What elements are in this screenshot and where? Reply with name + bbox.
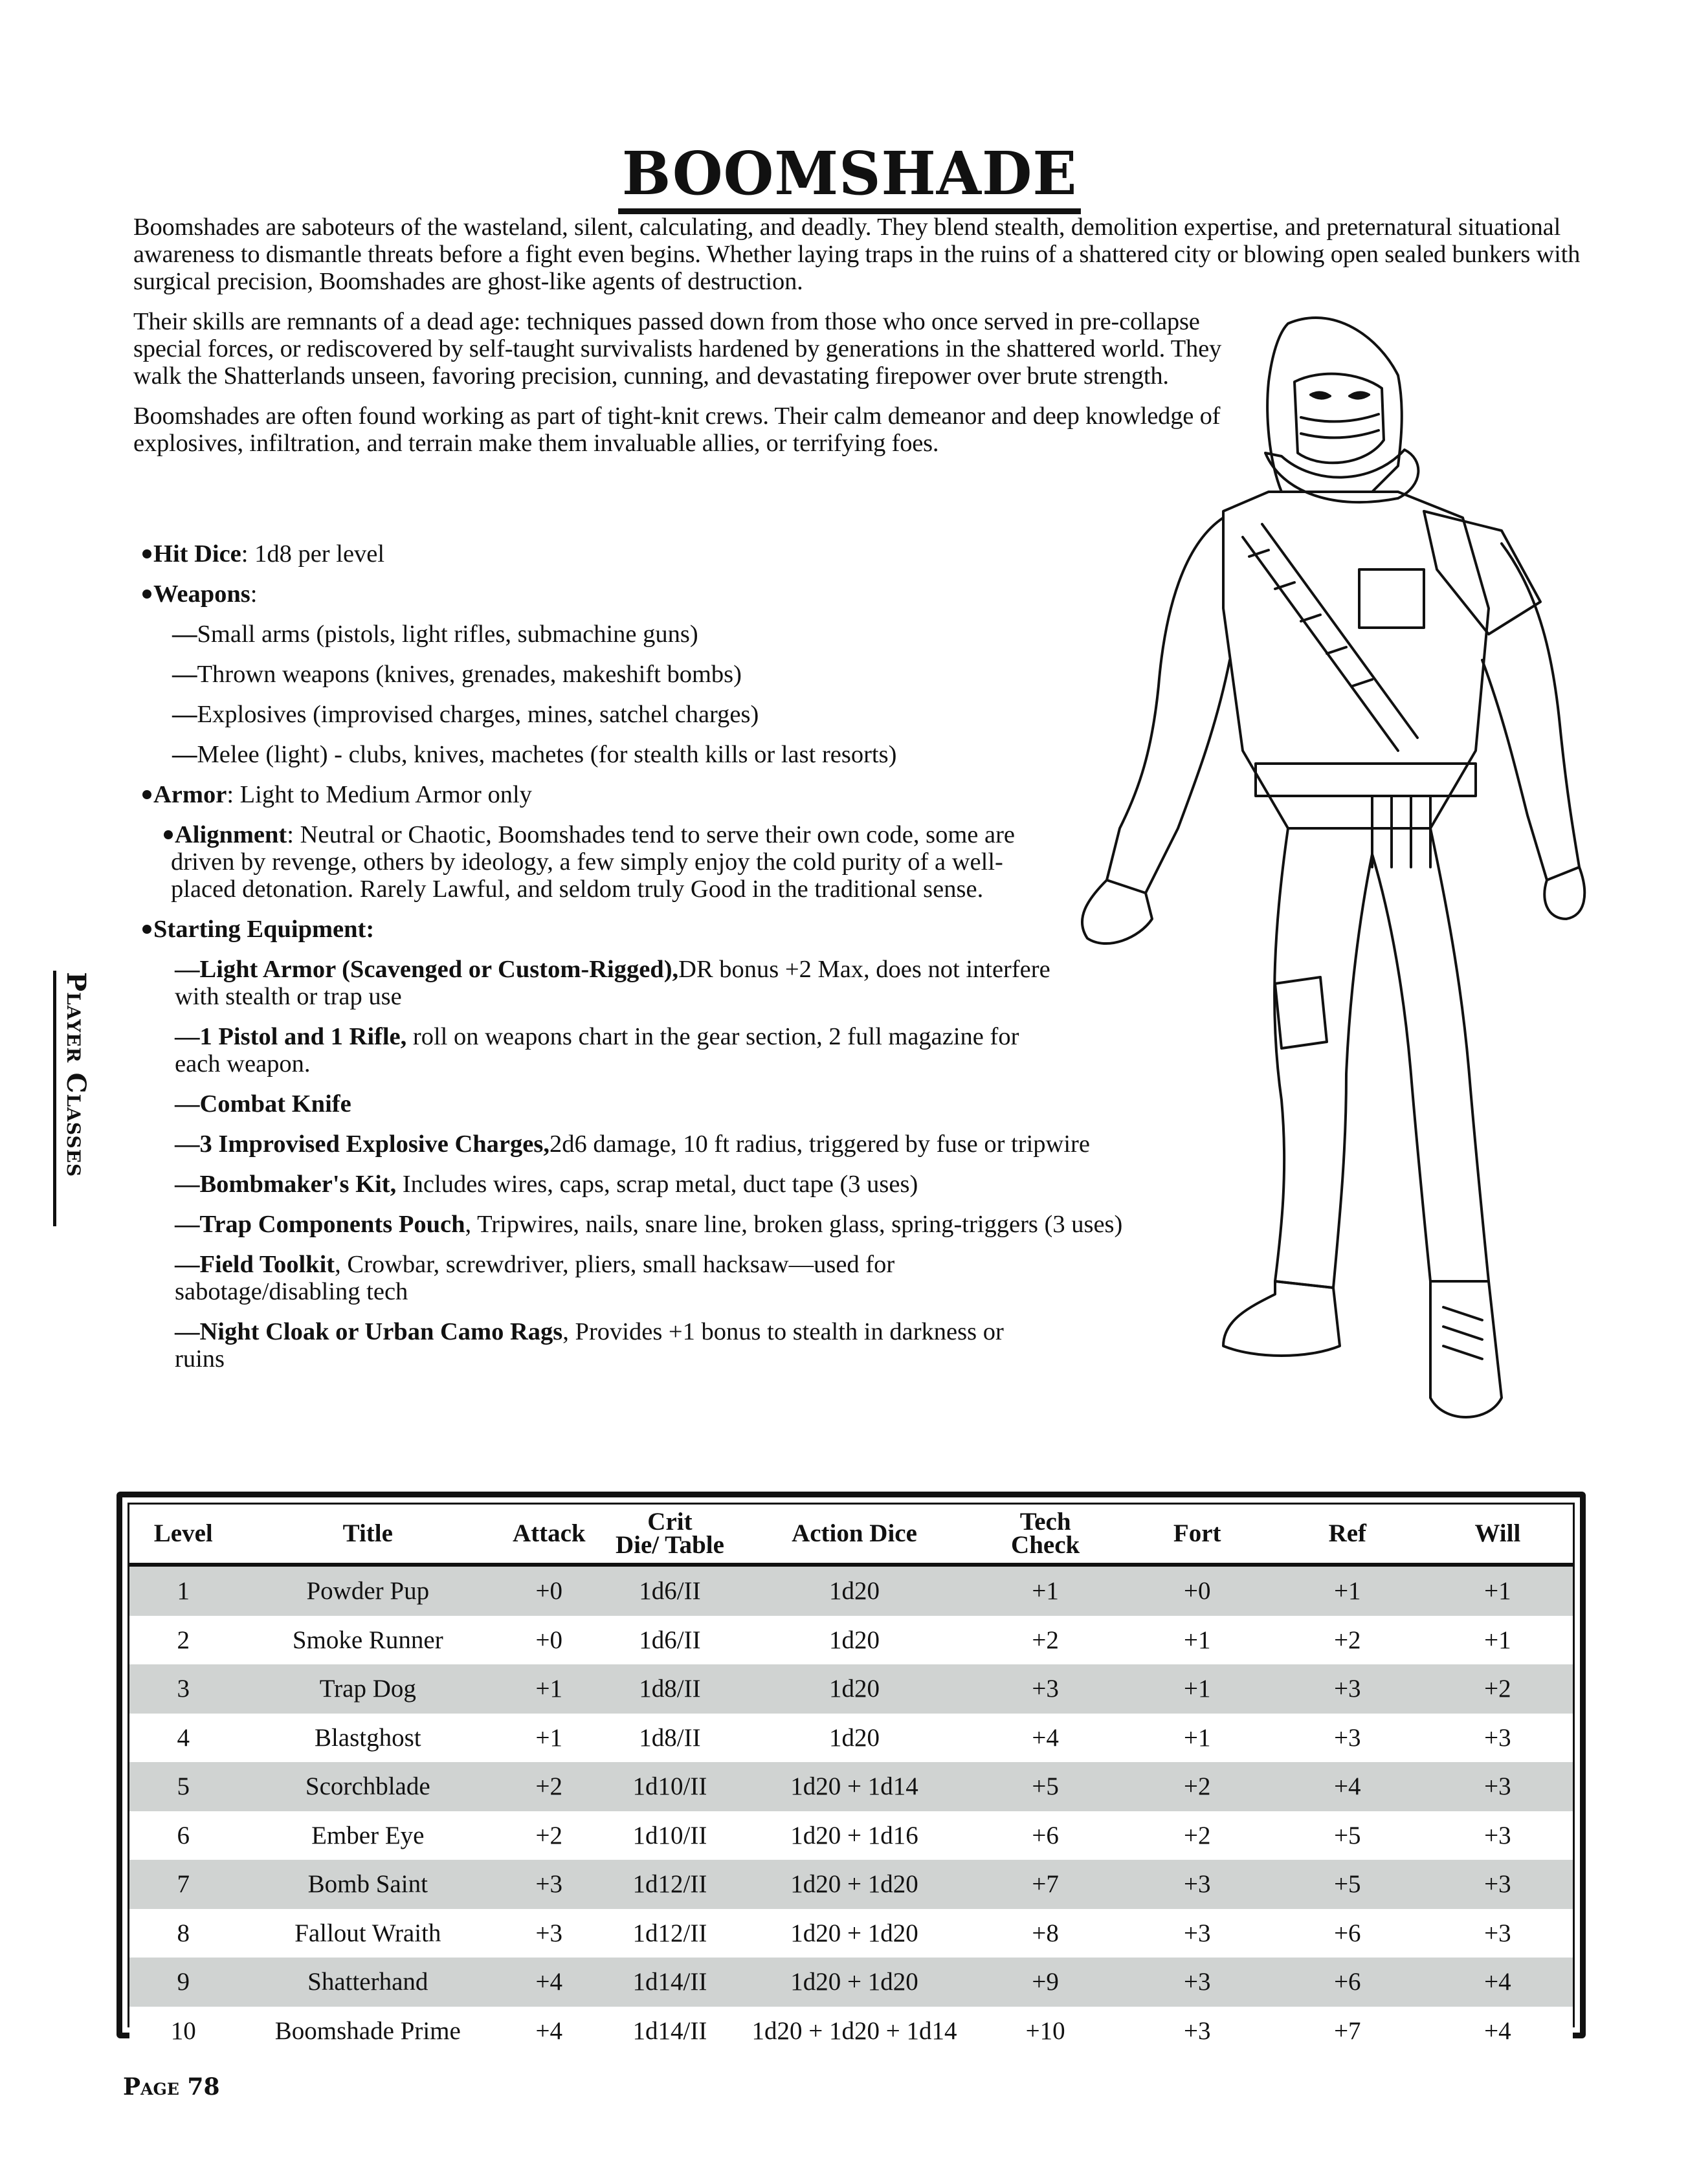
mask-fold bbox=[1301, 414, 1379, 437]
dash-icon: — bbox=[172, 741, 197, 768]
cell-ref: +5 bbox=[1272, 1860, 1423, 1909]
cell-attack: +2 bbox=[498, 1762, 599, 1811]
dash-icon: — bbox=[175, 1318, 200, 1345]
feature-value: : 1d8 per level bbox=[241, 540, 385, 568]
equipment-desc: 2d6 damage, 10 ft radius, triggered by fuse or tripwire bbox=[549, 1131, 1090, 1158]
dash-icon: — bbox=[175, 1023, 200, 1050]
cell-title: Ember Eye bbox=[237, 1811, 498, 1860]
equipment-name: Night Cloak or Urban Camo Rags bbox=[199, 1318, 563, 1345]
equipment-desc: Includes wires, caps, scrap metal, duct tape (3 uses) bbox=[396, 1171, 918, 1198]
right-arm bbox=[1482, 544, 1579, 880]
cell-title: Blastghost bbox=[237, 1714, 498, 1763]
equipment-item bbox=[175, 1211, 1133, 1238]
table-row bbox=[129, 1664, 1573, 1714]
cell-will: +4 bbox=[1423, 2007, 1573, 2056]
eye-left bbox=[1311, 392, 1330, 398]
shoulder-pad bbox=[1424, 511, 1540, 634]
weapon-item-text: Small arms (pistols, light rifles, submachine guns) bbox=[197, 621, 698, 648]
side-tab-rule bbox=[53, 971, 56, 1226]
col-header-attack: Attack bbox=[498, 1505, 599, 1565]
knee-pad bbox=[1275, 977, 1327, 1048]
cell-tech-check: +2 bbox=[969, 1616, 1122, 1665]
feature-armor bbox=[133, 781, 1104, 808]
cell-level: 9 bbox=[129, 1958, 237, 2007]
col-header-tech-check: Tech Check bbox=[969, 1505, 1122, 1565]
right-leg bbox=[1372, 828, 1489, 1281]
cell-title: Bomb Saint bbox=[237, 1860, 498, 1909]
cell-ref: +7 bbox=[1272, 2007, 1423, 2056]
cell-attack: +1 bbox=[498, 1664, 599, 1714]
cell-tech-check: +8 bbox=[969, 1909, 1122, 1958]
dash-icon: — bbox=[175, 1171, 200, 1198]
cell-tech-check: +7 bbox=[969, 1860, 1122, 1909]
page-number: Page 78 bbox=[123, 2073, 220, 2101]
cell-level: 4 bbox=[129, 1714, 237, 1763]
equipment-desc: , Crowbar, screwdriver, pliers, small hacksaw—used for sabotage/disabling tech bbox=[175, 1251, 895, 1305]
equipment-item bbox=[175, 1318, 1036, 1373]
equipment-name: Field Toolkit bbox=[199, 1251, 335, 1278]
feature-label: Starting Equipment: bbox=[153, 916, 375, 943]
weapon-item bbox=[172, 661, 1104, 688]
equipment-desc: DR bonus +2 Max, does not interfere with stealth or trap use bbox=[175, 956, 1050, 1010]
cell-tech-check: +3 bbox=[969, 1664, 1122, 1714]
cell-fort: +0 bbox=[1122, 1565, 1272, 1616]
torso-outline bbox=[1223, 492, 1489, 828]
cell-level: 7 bbox=[129, 1860, 237, 1909]
cell-tech-check: +6 bbox=[969, 1811, 1122, 1860]
cell-tech-check: +9 bbox=[969, 1958, 1122, 2007]
page-title: BOOMSHADE bbox=[618, 141, 1081, 214]
chest-pocket bbox=[1359, 569, 1424, 628]
cell-level: 10 bbox=[129, 2007, 237, 2056]
equipment-name: 3 Improvised Explosive Charges, bbox=[199, 1131, 550, 1158]
weapon-item-text: Explosives (improvised charges, mines, satchel charges) bbox=[197, 701, 759, 728]
feature-starting-equipment bbox=[133, 916, 1104, 943]
charges bbox=[1372, 796, 1430, 867]
cell-fort: +3 bbox=[1122, 1909, 1272, 1958]
cell-tech-check: +10 bbox=[969, 2007, 1122, 2056]
equipment-item bbox=[175, 1251, 1068, 1305]
eye-right bbox=[1349, 392, 1369, 398]
cell-attack: +4 bbox=[498, 1958, 599, 2007]
col-header-title: Title bbox=[237, 1505, 498, 1565]
col-header-level: Level bbox=[129, 1505, 237, 1565]
cell-crit: 1d12/II bbox=[599, 1909, 740, 1958]
section-side-tab bbox=[40, 964, 91, 1230]
cell-attack: +0 bbox=[498, 1565, 599, 1616]
intro-paragraph-2: Their skills are remnants of a dead age: techniques passed down from those who once served in pre-collapse special forces, or rediscovered by self-taught survivalists hardened by generations in the shattered world. They walk the Shatterlands unseen, favoring precision, cunning, and devastating firepower over brute strength. bbox=[133, 308, 1222, 390]
cell-crit: 1d14/II bbox=[599, 2007, 740, 2056]
cell-level: 1 bbox=[129, 1565, 237, 1616]
left-leg bbox=[1274, 828, 1372, 1288]
equipment-item bbox=[175, 1023, 1036, 1077]
feature-value: : bbox=[250, 580, 258, 608]
cell-action-dice: 1d20 + 1d20 bbox=[740, 1860, 968, 1909]
cell-title: Fallout Wraith bbox=[237, 1909, 498, 1958]
cell-will: +4 bbox=[1423, 1958, 1573, 2007]
cell-level: 2 bbox=[129, 1616, 237, 1665]
right-boot bbox=[1430, 1281, 1502, 1417]
scarf-outline bbox=[1265, 450, 1418, 502]
equipment-name: Bombmaker's Kit, bbox=[199, 1171, 397, 1198]
cell-action-dice: 1d20 + 1d20 bbox=[740, 1958, 968, 2007]
cell-ref: +6 bbox=[1272, 1909, 1423, 1958]
progression-table bbox=[129, 1505, 1573, 2055]
side-tab-label: Player Classes bbox=[61, 972, 91, 1178]
dash-icon: — bbox=[172, 621, 197, 648]
bullet-icon bbox=[142, 590, 151, 599]
cell-will: +3 bbox=[1423, 1762, 1573, 1811]
cell-attack: +2 bbox=[498, 1811, 599, 1860]
bullet-icon bbox=[142, 790, 151, 799]
cell-ref: +1 bbox=[1272, 1565, 1423, 1616]
equipment-name: Trap Components Pouch bbox=[199, 1211, 465, 1238]
table-row bbox=[129, 1958, 1573, 2007]
belt bbox=[1256, 764, 1476, 796]
cell-will: +2 bbox=[1423, 1664, 1573, 1714]
page-title-wrap bbox=[0, 138, 1699, 214]
dash-icon: — bbox=[175, 1211, 200, 1238]
bullet-icon bbox=[142, 925, 151, 934]
cell-title: Shatterhand bbox=[237, 1958, 498, 2007]
right-hand bbox=[1544, 867, 1584, 919]
cell-will: +3 bbox=[1423, 1909, 1573, 1958]
cell-fort: +1 bbox=[1122, 1664, 1272, 1714]
level-progression-table bbox=[128, 1503, 1575, 2045]
cell-ref: +3 bbox=[1272, 1714, 1423, 1763]
equipment-name: Light Armor (Scavenged or Custom-Rigged), bbox=[199, 956, 679, 983]
cell-will: +1 bbox=[1423, 1565, 1573, 1616]
table-row bbox=[129, 1811, 1573, 1860]
cell-crit: 1d12/II bbox=[599, 1860, 740, 1909]
cell-crit: 1d6/II bbox=[599, 1616, 740, 1665]
cell-attack: +3 bbox=[498, 1860, 599, 1909]
cell-level: 6 bbox=[129, 1811, 237, 1860]
equipment-item bbox=[175, 956, 1100, 1010]
cell-fort: +3 bbox=[1122, 1860, 1272, 1909]
cell-tech-check: +1 bbox=[969, 1565, 1122, 1616]
cell-action-dice: 1d20 + 1d14 bbox=[740, 1762, 968, 1811]
weapon-item bbox=[172, 741, 1104, 768]
table-header-row bbox=[129, 1505, 1573, 1565]
cell-will: +1 bbox=[1423, 1616, 1573, 1665]
cell-ref: +4 bbox=[1272, 1762, 1423, 1811]
feature-label: Alignment bbox=[175, 821, 287, 848]
table-row bbox=[129, 1762, 1573, 1811]
cell-ref: +5 bbox=[1272, 1811, 1423, 1860]
col-header-crit: Crit Die/ Table bbox=[599, 1505, 740, 1565]
cell-crit: 1d8/II bbox=[599, 1714, 740, 1763]
equipment-item bbox=[175, 1131, 1094, 1158]
cell-attack: +1 bbox=[498, 1714, 599, 1763]
col-header-fort: Fort bbox=[1122, 1505, 1272, 1565]
dash-icon: — bbox=[172, 701, 197, 728]
cell-will: +3 bbox=[1423, 1714, 1573, 1763]
bandolier bbox=[1243, 524, 1417, 751]
feature-weapons bbox=[133, 580, 1104, 608]
cell-fort: +1 bbox=[1122, 1714, 1272, 1763]
cell-ref: +2 bbox=[1272, 1616, 1423, 1665]
equipment-item bbox=[175, 1171, 1146, 1198]
cell-crit: 1d14/II bbox=[599, 1958, 740, 2007]
cell-crit: 1d6/II bbox=[599, 1565, 740, 1616]
hooded-saboteur-illustration-icon bbox=[1010, 298, 1631, 1495]
cell-fort: +2 bbox=[1122, 1811, 1272, 1860]
feature-alignment bbox=[133, 821, 1032, 903]
weapon-item bbox=[172, 621, 1104, 648]
cell-action-dice: 1d20 + 1d16 bbox=[740, 1811, 968, 1860]
dash-icon: — bbox=[175, 956, 200, 983]
dash-icon: — bbox=[175, 1131, 200, 1158]
equipment-list bbox=[136, 956, 1123, 1373]
cell-ref: +6 bbox=[1272, 1958, 1423, 2007]
table-row bbox=[129, 1714, 1573, 1763]
left-arm bbox=[1107, 518, 1230, 893]
dash-icon: — bbox=[175, 1251, 200, 1278]
cell-action-dice: 1d20 + 1d20 bbox=[740, 1909, 968, 1958]
table-row bbox=[129, 1616, 1573, 1665]
cell-action-dice: 1d20 bbox=[740, 1714, 968, 1763]
equipment-item bbox=[175, 1090, 1104, 1118]
cell-level: 3 bbox=[129, 1664, 237, 1714]
feature-label: Weapons bbox=[153, 580, 250, 608]
cell-will: +3 bbox=[1423, 1811, 1573, 1860]
cell-level: 8 bbox=[129, 1909, 237, 1958]
cell-attack: +3 bbox=[498, 1909, 599, 1958]
table-row bbox=[129, 1860, 1573, 1909]
weapon-item bbox=[172, 701, 1104, 728]
cell-crit: 1d10/II bbox=[599, 1762, 740, 1811]
feature-value: : Light to Medium Armor only bbox=[227, 781, 532, 808]
cell-action-dice: 1d20 bbox=[740, 1664, 968, 1714]
cell-attack: +0 bbox=[498, 1616, 599, 1665]
equipment-name: 1 Pistol and 1 Rifle, bbox=[199, 1023, 407, 1050]
col-header-action-dice: Action Dice bbox=[740, 1505, 968, 1565]
left-boot bbox=[1223, 1281, 1340, 1356]
table-row bbox=[129, 1909, 1573, 1958]
cell-ref: +3 bbox=[1272, 1664, 1423, 1714]
left-hand bbox=[1082, 880, 1152, 943]
cell-title: Trap Dog bbox=[237, 1664, 498, 1714]
cell-will: +3 bbox=[1423, 1860, 1573, 1909]
weapon-item-text: Melee (light) - clubs, knives, machetes (for stealth kills or last resorts) bbox=[197, 741, 897, 768]
cell-action-dice: 1d20 + 1d20 + 1d14 bbox=[740, 2007, 968, 2056]
cell-crit: 1d8/II bbox=[599, 1664, 740, 1714]
cell-level: 5 bbox=[129, 1762, 237, 1811]
cell-title: Smoke Runner bbox=[237, 1616, 498, 1665]
equipment-desc: , Provides +1 bonus to stealth in darkness or ruins bbox=[175, 1318, 1004, 1373]
equipment-name: Combat Knife bbox=[199, 1090, 351, 1118]
boot-laces bbox=[1443, 1307, 1482, 1359]
cell-attack: +4 bbox=[498, 2007, 599, 2056]
cell-crit: 1d10/II bbox=[599, 1811, 740, 1860]
equipment-desc: , Tripwires, nails, snare line, broken glass, spring-triggers (3 uses) bbox=[465, 1211, 1123, 1238]
cell-fort: +3 bbox=[1122, 1958, 1272, 2007]
bullet-icon bbox=[164, 830, 173, 839]
cell-tech-check: +4 bbox=[969, 1714, 1122, 1763]
cell-fort: +3 bbox=[1122, 2007, 1272, 2056]
cell-action-dice: 1d20 bbox=[740, 1616, 968, 1665]
cell-fort: +1 bbox=[1122, 1616, 1272, 1665]
col-header-ref: Ref bbox=[1272, 1505, 1423, 1565]
cell-fort: +2 bbox=[1122, 1762, 1272, 1811]
weapon-item-text: Thrown weapons (knives, grenades, makeshift bombs) bbox=[197, 661, 742, 688]
class-features bbox=[133, 540, 1123, 1385]
table-row bbox=[129, 1565, 1573, 1616]
col-header-will: Will bbox=[1423, 1505, 1573, 1565]
cell-action-dice: 1d20 bbox=[740, 1565, 968, 1616]
feature-label: Armor bbox=[153, 781, 227, 808]
cell-title: Powder Pup bbox=[237, 1565, 498, 1616]
cell-title: Boomshade Prime bbox=[237, 2007, 498, 2056]
feature-value: : Neutral or Chaotic, Boomshades tend to serve their own code, some are driven by revenge, others by ideology, a few simply enjoy the cold purity of a well-placed detonation. Rarely Lawful, and seldom truly Good in the traditional sense. bbox=[171, 821, 1015, 903]
bullet-icon bbox=[142, 549, 151, 558]
intro-paragraph-3: Boomshades are often found working as part of tight-knit crews. Their calm demeanor and deep knowledge of explosives, infiltration, and terrain make them invaluable allies, or terrifying foes. bbox=[133, 403, 1221, 457]
level-progression-table-frame bbox=[117, 1492, 1586, 2045]
feature-hit-dice bbox=[133, 540, 1104, 568]
feature-label: Hit Dice bbox=[153, 540, 241, 568]
equipment-desc: roll on weapons chart in the gear section, 2 full magazine for each weapon. bbox=[175, 1023, 1019, 1077]
dash-icon: — bbox=[172, 661, 197, 688]
cell-tech-check: +5 bbox=[969, 1762, 1122, 1811]
dash-icon: — bbox=[175, 1090, 200, 1118]
table-row bbox=[129, 2007, 1573, 2056]
intro-paragraph-1: Boomshades are saboteurs of the wasteland, silent, calculating, and deadly. They blend stealth, demolition expertise, and preternatural situational awareness to dismantle threats before a fight even begins. Whether laying traps in the ruins of a shattered city or blowing open sealed bunkers with surgical precision, Boomshades are ghost-like agents of destruction. bbox=[133, 214, 1581, 295]
cell-title: Scorchblade bbox=[237, 1762, 498, 1811]
